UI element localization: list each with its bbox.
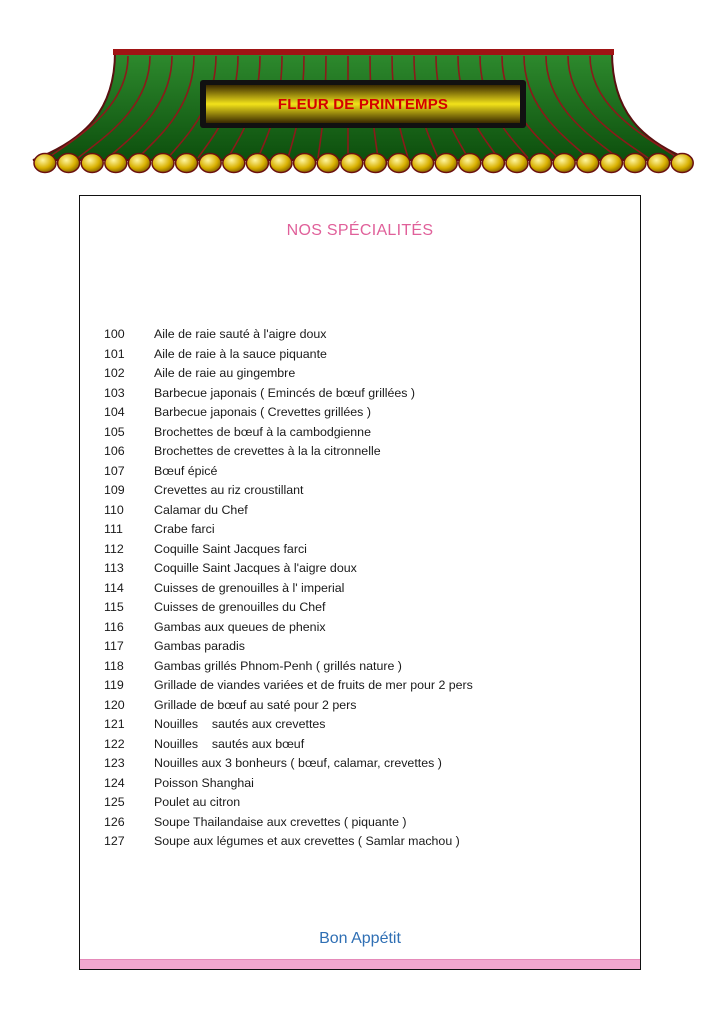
menu-item (104, 696, 473, 716)
menu-item-number: 119 (104, 678, 124, 692)
menu-item-name: Grillade de bœuf au saté pour 2 pers (154, 697, 357, 712)
menu-item (104, 579, 473, 599)
menu-item (104, 774, 473, 794)
menu-item-number: 118 (104, 658, 124, 673)
menu-item (104, 618, 473, 638)
menu-item-number: 107 (104, 463, 125, 478)
menu-item (104, 754, 473, 774)
menu-item-name: Cuisses de grenouilles du Chef (154, 600, 326, 614)
menu-item-name: Crabe farci (154, 522, 215, 536)
menu-item-number: 124 (104, 775, 125, 790)
menu-item (104, 345, 473, 365)
menu-item-name: Coquille Saint Jacques farci (154, 541, 307, 556)
menu-item-name: Gambas paradis (154, 639, 245, 653)
menu-item (104, 501, 473, 521)
menu-item-name: Cuisses de grenouilles à l' imperial (154, 580, 345, 595)
menu-item-name: Coquille Saint Jacques à l'aigre doux (154, 561, 357, 575)
menu-item-name: Aile de raie à la sauce piquante (154, 346, 327, 361)
menu-item-number: 102 (104, 366, 125, 380)
menu-item (104, 442, 473, 462)
menu-item (104, 325, 473, 345)
menu-item (104, 364, 473, 384)
menu-item-number: 115 (104, 600, 124, 614)
menu-item-number: 104 (104, 405, 125, 419)
menu-item (104, 540, 473, 560)
menu-item (104, 462, 473, 482)
closing-text: Bon Appétit (319, 930, 401, 947)
menu-item (104, 813, 473, 833)
menu-item (104, 423, 473, 443)
menu-item (104, 520, 473, 540)
menu-item-number: 126 (104, 814, 125, 829)
menu-item-number: 101 (104, 346, 125, 361)
menu-item-name: Poulet au citron (154, 795, 241, 809)
menu-item-name: Bœuf épicé (154, 463, 218, 478)
menu-item (104, 657, 473, 677)
menu-item-name: Barbecue japonais ( Emincés de bœuf grillées ) (154, 385, 416, 400)
menu-item-number: 109 (104, 483, 125, 497)
menu-item-name: Nouilles aux 3 bonheurs ( bœuf, calamar, crevettes ) (154, 756, 442, 770)
menu-item-number: 122 (104, 736, 125, 751)
menu-item-number: 123 (104, 756, 125, 770)
menu-item-name: Barbecue japonais ( Crevettes grillées ) (154, 405, 371, 419)
menu-item (104, 559, 473, 579)
menu-heading: NOS SPÉCIALITÉS (286, 222, 434, 239)
menu-item-name: Aile de raie au gingembre (154, 366, 296, 380)
menu-item (104, 715, 473, 735)
menu-item (104, 637, 473, 657)
menu-item-number: 113 (104, 561, 124, 575)
restaurant-name: FLEUR DE PRINTEMPS (277, 95, 449, 113)
menu-item-name: Aile de raie sauté à l'aigre doux (154, 327, 327, 341)
menu-item-name: Crevettes au riz croustillant (154, 483, 304, 497)
menu-item-number: 110 (104, 502, 124, 517)
menu-item-number: 121 (104, 717, 125, 731)
bottom-band (80, 959, 640, 969)
menu-item-name: Nouilles sautés aux bœuf (154, 736, 305, 751)
menu-item-number: 127 (104, 834, 125, 848)
menu-item-name: Soupe aux légumes et aux crevettes ( Samlar machou ) (154, 834, 460, 848)
menu-item-number: 105 (104, 424, 125, 439)
menu-item-name: Brochettes de crevettes à la la citronnelle (154, 444, 381, 458)
menu-item (104, 676, 473, 696)
menu-item (104, 403, 473, 423)
menu-item (104, 735, 473, 755)
menu-item-name: Poisson Shanghai (154, 775, 254, 790)
menu-item-number: 103 (104, 385, 125, 400)
menu-item-list (104, 325, 473, 852)
menu-item (104, 481, 473, 501)
menu-item-name: Gambas aux queues de phenix (154, 619, 326, 634)
menu-item-name: Soupe Thailandaise aux crevettes ( piquante ) (154, 814, 407, 829)
menu-item-number: 100 (104, 327, 125, 341)
menu-card (79, 195, 641, 970)
menu-item-number: 120 (104, 697, 125, 712)
menu-item-number: 114 (104, 580, 124, 595)
menu-item-name: Grillade de viandes variées et de fruits de mer pour 2 pers (154, 678, 473, 692)
menu-item (104, 384, 473, 404)
menu-item-name: Calamar du Chef (154, 502, 248, 517)
menu-item-number: 117 (104, 639, 124, 653)
menu-item-number: 116 (104, 619, 124, 634)
menu-item-name: Nouilles sautés aux crevettes (154, 717, 326, 731)
menu-item-number: 125 (104, 795, 125, 809)
menu-item-number: 112 (104, 541, 124, 556)
menu-item (104, 832, 473, 852)
menu-item-number: 111 (104, 522, 123, 536)
menu-item (104, 598, 473, 618)
menu-item-name: Gambas grillés Phnom-Penh ( grillés nature ) (154, 658, 402, 673)
menu-item (104, 793, 473, 813)
menu-item-name: Brochettes de bœuf à la cambodgienne (154, 424, 371, 439)
menu-item-number: 106 (104, 444, 125, 458)
